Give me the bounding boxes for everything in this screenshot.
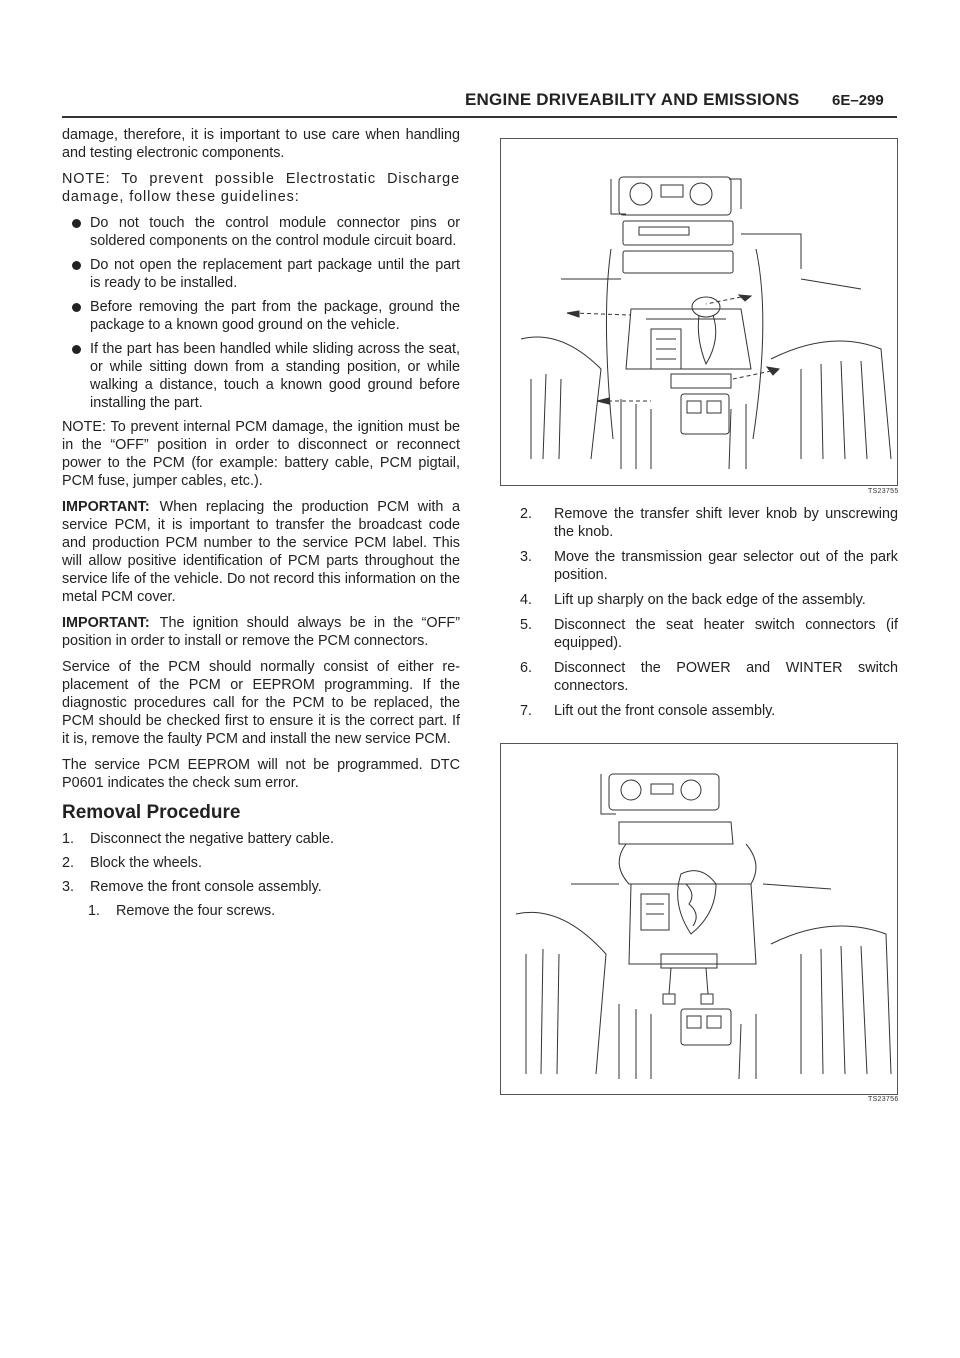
bullet-icon [72,261,81,270]
step-text: Remove the four screws. [116,903,276,919]
step-item [520,548,898,584]
important-label: IMPORTANT: [62,499,150,515]
step-item [520,591,898,609]
left-column [62,126,460,926]
guideline-text: Do not touch the control module connector pins or soldered components on the control module circuit board. [90,215,460,249]
eeprom-paragraph: The service PCM EEPROM will not be programmed. DTC P0601 indicates the check sum error. [62,757,460,791]
step-number: 7. [520,703,533,719]
step-text: Remove the transfer shift lever knob by unscrewing the knob. [554,506,898,540]
important-label: IMPORTANT: [62,615,150,631]
step-text: Block the wheels. [90,855,202,871]
service-paragraph: Service of the PCM should normally consist of either re-placement of the PCM or EEPROM programming. If the diagnostic procedures call for the PCM to be replaced, the PCM should be checked first to ensure it is the correct part. If it is, remove the faulty PCM and install the new service PCM. [62,659,460,747]
esd-note: NOTE: To prevent possible Electrostatic Discharge damage, follow these guidelines: [62,171,460,205]
console-removal-steps-list [520,505,898,720]
intro-paragraph: damage, therefore, it is important to use care when handling and testing electronic components. [62,127,460,161]
pcm-note: NOTE: To prevent internal PCM damage, the ignition must be in the “OFF” position in order to disconnect or reconnect power to the PCM (for example: battery cable, PCM pigtail, PCM fuse, jumper cables, etc.). [62,419,460,489]
step-item [520,616,898,652]
step-item [62,854,460,872]
list-item [62,256,460,292]
important-text: The ignition should always be in the “OFF” position in order to install or remove the PCM connectors. [62,615,460,649]
list-item [62,214,460,250]
step-item [520,659,898,695]
step-text: Move the transmission gear selector out of the park position. [554,549,898,583]
step-text: Disconnect the seat heater switch connectors (if equipped). [554,617,898,651]
sub-steps-list [62,902,460,920]
console-lift-figure [500,743,898,1095]
step-number: 6. [520,660,533,676]
step-text: Disconnect the POWER and WINTER switch connectors. [554,660,898,694]
step-number: 2. [520,506,533,522]
figure-caption: TS23756 [868,1096,899,1103]
step-text: Lift up sharply on the back edge of the assembly. [554,592,866,608]
step-item [520,702,898,720]
important-paragraph-1 [62,498,460,606]
step-number: 1. [62,831,75,847]
section-title: ENGINE DRIVEABILITY AND EMISSIONS [465,90,800,109]
step-item [62,830,460,848]
step-text: Disconnect the negative battery cable. [90,831,334,847]
list-item [62,340,460,412]
esd-guidelines-list [62,214,460,412]
guideline-text: Before removing the part from the package, ground the package to a known good ground on the vehicle. [90,299,460,333]
step-text: Remove the front console assembly. [90,879,322,895]
step-number: 5. [520,617,533,633]
list-item [62,298,460,334]
step-number: 4. [520,592,533,608]
bullet-icon [72,345,81,354]
important-paragraph-2 [62,614,460,650]
console-screws-figure [500,138,898,486]
bullet-icon [72,303,81,312]
step-item [62,902,460,920]
removal-procedure-heading: Removal Procedure [62,802,241,823]
removal-steps-list [62,830,460,896]
step-number: 3. [62,879,75,895]
figure-caption: TS23755 [868,488,899,495]
step-number: 1. [88,903,101,919]
step-number: 3. [520,549,533,565]
bullet-icon [72,219,81,228]
important-text: When replacing the production PCM with a service PCM, it is important to transfer the broadcast code and production PCM number to the service PCM label. This will allow positive identification of PCM parts throughout the service life of the vehicle. Do not record this information on the metal PCM cover. [62,499,460,605]
right-column [520,505,898,727]
step-text: Lift out the front console assembly. [554,703,776,719]
guideline-text: If the part has been handled while sliding across the seat, or while sitting down from a standing position, or while walking a distance, touch a known good ground before installing the part. [90,341,460,411]
step-number: 2. [62,855,75,871]
step-item [62,878,460,896]
guideline-text: Do not open the replacement part package until the part is ready to be installed. [90,257,460,291]
header-divider [62,116,897,118]
page-number: 6E–299 [832,92,884,109]
step-item [520,505,898,541]
